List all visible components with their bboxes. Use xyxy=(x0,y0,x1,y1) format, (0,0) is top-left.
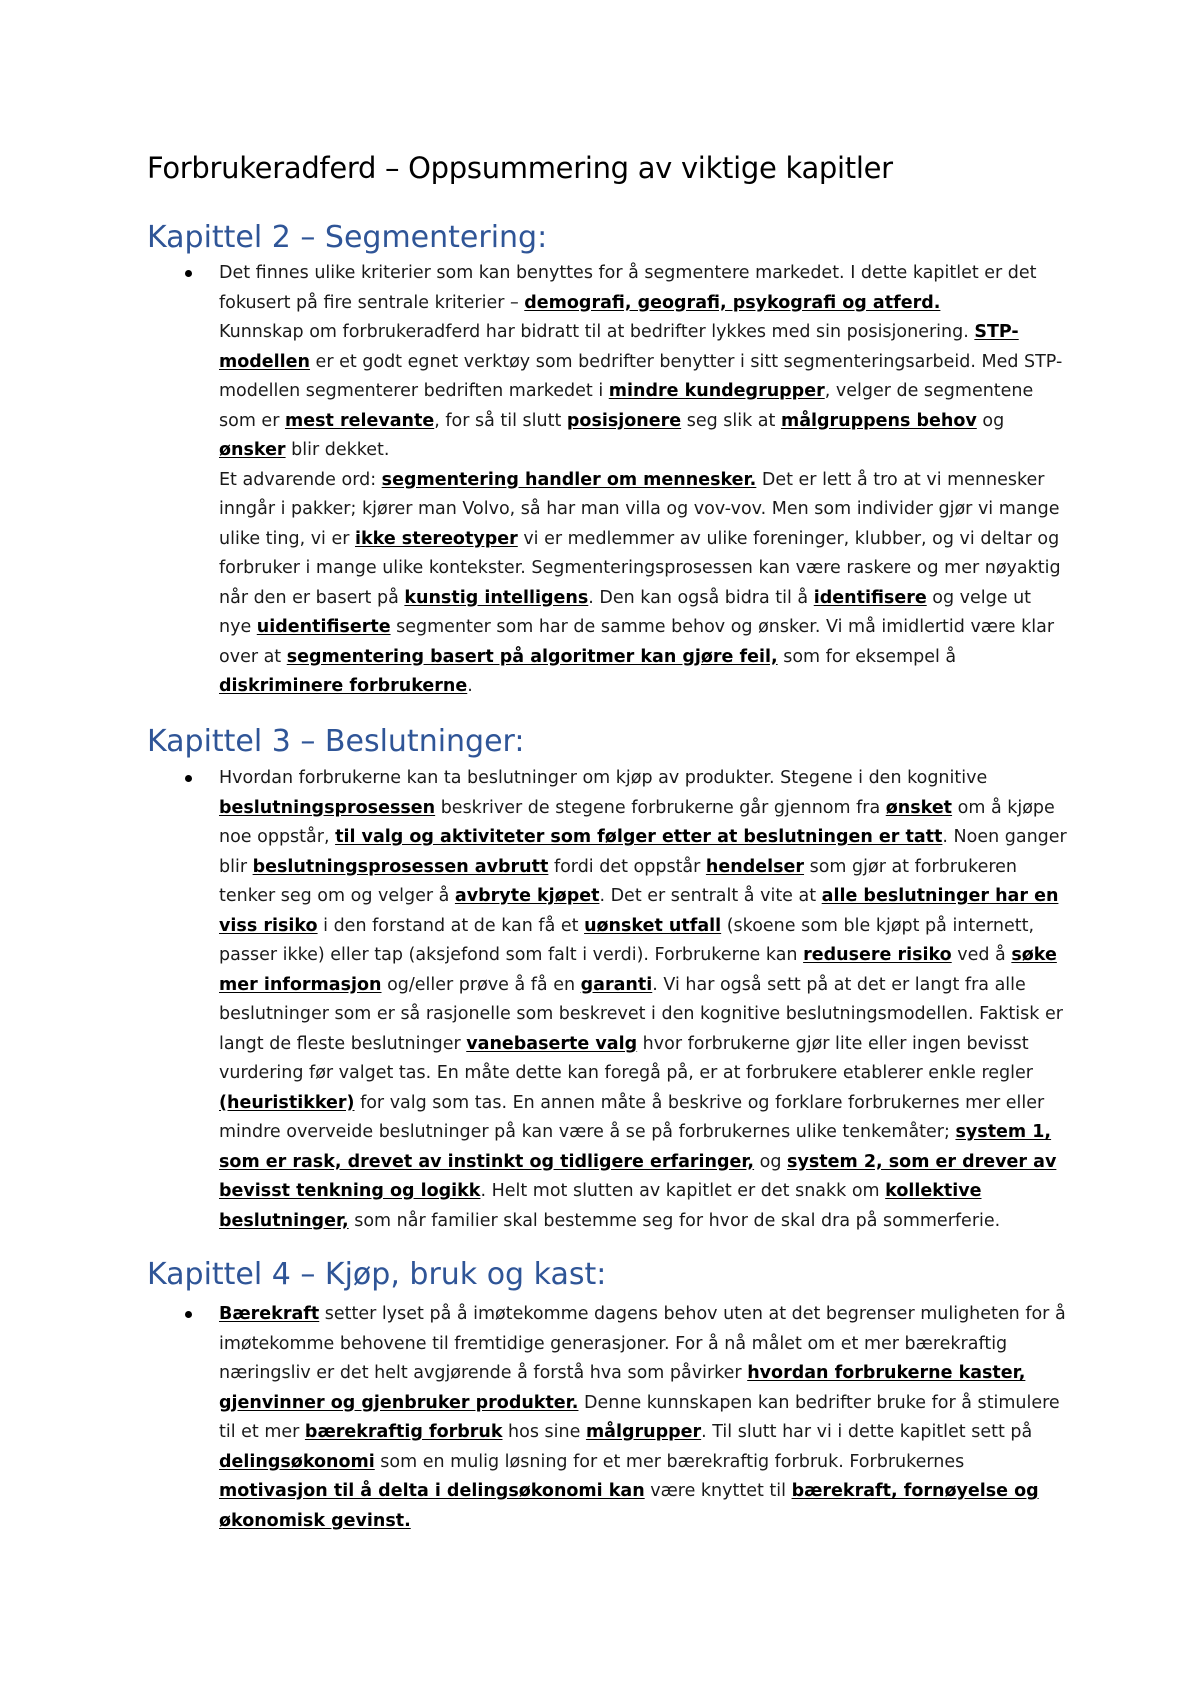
highlighted-term: hvordan forbrukerne kaster, gjenvinner og gjenbruker produkter. xyxy=(219,1363,1026,1413)
text-run: som for eksempel å xyxy=(777,646,957,667)
highlighted-term: STP-modellen xyxy=(219,322,1019,372)
highlighted-term: Bærekraft xyxy=(219,1304,320,1324)
highlighted-term: mest relevante xyxy=(284,410,435,431)
highlighted-term: identifisere xyxy=(813,587,927,608)
text-run: (skoene som ble kjøpt på internett, passer ikke) eller tap (aksjefond som falt i verdi). Forbrukerne kan xyxy=(219,915,1035,965)
text-run: som gjør at forbrukeren tenker seg om og velger å xyxy=(219,856,1018,906)
highlighted-term: demografi, geografi, psykografi og atferd. xyxy=(524,292,941,313)
paragraph xyxy=(219,466,1067,702)
text-run: . Den kan også bidra til å xyxy=(588,587,814,608)
highlighted-term: beslutningsprosessen xyxy=(219,797,436,818)
text-run: i den forstand at de kan få et xyxy=(317,915,585,936)
highlighted-term: hendelser xyxy=(705,856,805,877)
paragraph xyxy=(219,1300,1067,1536)
highlighted-term: avbryte kjøpet xyxy=(454,886,600,906)
highlighted-term: (heuristikker) xyxy=(219,1092,355,1113)
bullet-icon xyxy=(185,775,192,782)
highlighted-term: mindre kundegrupper xyxy=(608,381,825,401)
text-run: om å kjøpe noe oppstår, xyxy=(219,797,1055,847)
text-run: og velge ut nye xyxy=(219,587,1032,637)
text-run: Det finnes ulike kriterier som kan benyttes for å segmentere markedet. I dette kapitlet er det fokusert på fire sentrale kriterier – xyxy=(219,263,1037,313)
text-run: hvor forbrukerne gjør lite eller ingen bevisst vurdering før valget tas. En måte dette kan foregå på, er at forbrukere etablerer enkle regler xyxy=(219,1033,1033,1083)
chapter-2-heading: Kapittel 2 – Segmentering: xyxy=(147,220,548,255)
bullet-icon xyxy=(185,270,192,277)
text-run: seg slik at xyxy=(681,410,781,431)
text-run: ved å xyxy=(951,945,1012,965)
highlighted-term: motivasjon til å delta i delingsøkonomi kan xyxy=(219,1481,645,1501)
highlighted-term: bærekraft, fornøyelse og økonomisk gevinst. xyxy=(219,1481,1039,1531)
highlighted-term: garanti xyxy=(580,974,653,995)
text-run: hos sine xyxy=(502,1422,586,1442)
highlighted-term: ønsket xyxy=(885,797,953,818)
highlighted-term: ønsker xyxy=(219,440,286,460)
highlighted-term: søke mer informasjon xyxy=(219,945,1057,995)
text-run: , velger de segmentene som er xyxy=(219,381,1034,431)
chapter-2-list xyxy=(147,259,1067,702)
text-run: og/eller prøve å få en xyxy=(381,974,581,995)
text-run: Denne kunnskapen kan bedrifter bruke for å stimulere til et mer xyxy=(219,1392,1060,1442)
text-run: beskriver de stegene forbrukerne går gjennom fra xyxy=(435,797,886,818)
chapter-3-list xyxy=(147,764,1067,1236)
text-run: . Til slutt har vi i dette kapitlet sett på xyxy=(701,1422,1033,1442)
text-run: og xyxy=(976,410,1005,431)
paragraph xyxy=(219,318,1067,466)
highlighted-term: bærekraftig forbruk xyxy=(304,1422,503,1442)
text-run: , for så til slutt xyxy=(434,410,567,431)
highlighted-term: system 1, som er rask, drevet av instinkt og tidligere erfaringer, xyxy=(219,1122,1052,1172)
text-run: . Helt mot slutten av kapitlet er det snakk om xyxy=(480,1181,886,1201)
text-run: . Vi har også sett på at det er langt fra alle beslutninger som er så rasjonelle som beskrevet i den kognitive beslutningsmodellen. Faktisk er langt de fleste beslutninger xyxy=(219,974,1063,1054)
highlighted-term: segmentering basert på algoritmer kan gjøre feil, xyxy=(286,646,778,667)
text-run: Det er lett å tro at vi mennesker inngår i pakker; kjører man Volvo, så har man villa og vov-vov. Men som individer gjør vi mange ulike ting, vi er xyxy=(219,469,1060,549)
text-run: . Noen ganger blir xyxy=(219,827,1067,877)
list-item xyxy=(147,259,1067,702)
chapter-4-heading: Kapittel 4 – Kjøp, bruk og kast: xyxy=(147,1257,607,1292)
text-run: for valg som tas. En annen måte å beskrive og forklare forbrukernes mer eller mindre overveide beslutninger på kan være å se på forbrukernes ulike tenkemåter; xyxy=(219,1092,1045,1142)
highlighted-term: vanebaserte valg xyxy=(466,1033,638,1054)
paragraph xyxy=(219,259,1067,318)
highlighted-term: delingsøkonomi xyxy=(219,1451,375,1472)
text-run: . Det er sentralt å vite at xyxy=(599,886,822,906)
text-run: og xyxy=(754,1151,788,1172)
chapter-4-list xyxy=(147,1300,1067,1536)
text-run: blir dekket. xyxy=(285,440,390,460)
text-run: som en mulig løsning for et mer bærekraftig forbruk. Forbrukernes xyxy=(374,1451,965,1472)
document-title: Forbrukeradferd – Oppsummering av viktige kapitler xyxy=(147,151,893,185)
highlighted-term: uønsket utfall xyxy=(584,915,722,936)
highlighted-term: beslutningsprosessen avbrutt xyxy=(252,856,549,877)
highlighted-term: uidentifiserte xyxy=(256,617,391,637)
highlighted-term: målgrupper xyxy=(585,1422,702,1442)
highlighted-term: redusere risiko xyxy=(803,945,952,965)
highlighted-term: til valg og aktiviteter som følger etter at beslutningen er tatt xyxy=(335,827,943,847)
highlighted-term: segmentering handler om mennesker. xyxy=(381,469,757,490)
text-run: setter lyset på å imøtekomme dagens behov uten at det begrenser muligheten for å imøtekomme behovene til fremtidige generasjoner. For å nå målet om et mer bærekraftig næringsliv er det helt avgjørende å forstå hva som påvirker xyxy=(219,1304,1066,1383)
highlighted-term: kunstig intelligens xyxy=(404,587,589,608)
highlighted-term: alle beslutninger har en viss risiko xyxy=(219,886,1059,936)
text-run: Et advarende ord: xyxy=(219,469,382,490)
chapter-3-heading: Kapittel 3 – Beslutninger: xyxy=(147,724,525,759)
text-run: fordi det oppstår xyxy=(548,856,706,877)
list-item xyxy=(147,1300,1067,1536)
highlighted-term: posisjonere xyxy=(566,410,682,431)
highlighted-term: diskriminere forbrukerne xyxy=(219,676,468,696)
text-run: vi er medlemmer av ulike foreninger, klubber, og vi deltar og forbruker i mange ulike kontekster. Segmenteringsprosessen kan være raskere og mer nøyaktig når den er basert på xyxy=(219,528,1061,608)
highlighted-term: system 2, som er drever av bevisst tenkning og logikk xyxy=(219,1151,1057,1201)
text-run: segmenter som har de samme behov og ønsker. Vi må imidlertid være klar over at xyxy=(219,617,1055,667)
highlighted-term: kollektive beslutninger, xyxy=(219,1181,982,1231)
list-item xyxy=(147,764,1067,1236)
text-run: Hvordan forbrukerne kan ta beslutninger om kjøp av produkter. Stegene i den kognitive xyxy=(219,768,988,788)
highlighted-term: ikke stereotyper xyxy=(355,528,518,549)
text-run: er et godt egnet verktøy som bedrifter benytter i sitt segmenteringsarbeid. Med STP-modellen segmenterer bedriften markedet i xyxy=(219,351,1063,401)
bullet-icon xyxy=(185,1311,192,1318)
text-run: som når familier skal bestemme seg for hvor de skal dra på sommerferie. xyxy=(348,1210,1001,1231)
paragraph xyxy=(219,764,1067,1236)
highlighted-term: målgruppens behov xyxy=(780,410,977,431)
text-run: . xyxy=(467,676,473,696)
text-run: være knyttet til xyxy=(644,1481,792,1501)
text-run: Kunnskap om forbrukeradferd har bidratt til at bedrifter lykkes med sin posisjonering. xyxy=(219,322,975,342)
